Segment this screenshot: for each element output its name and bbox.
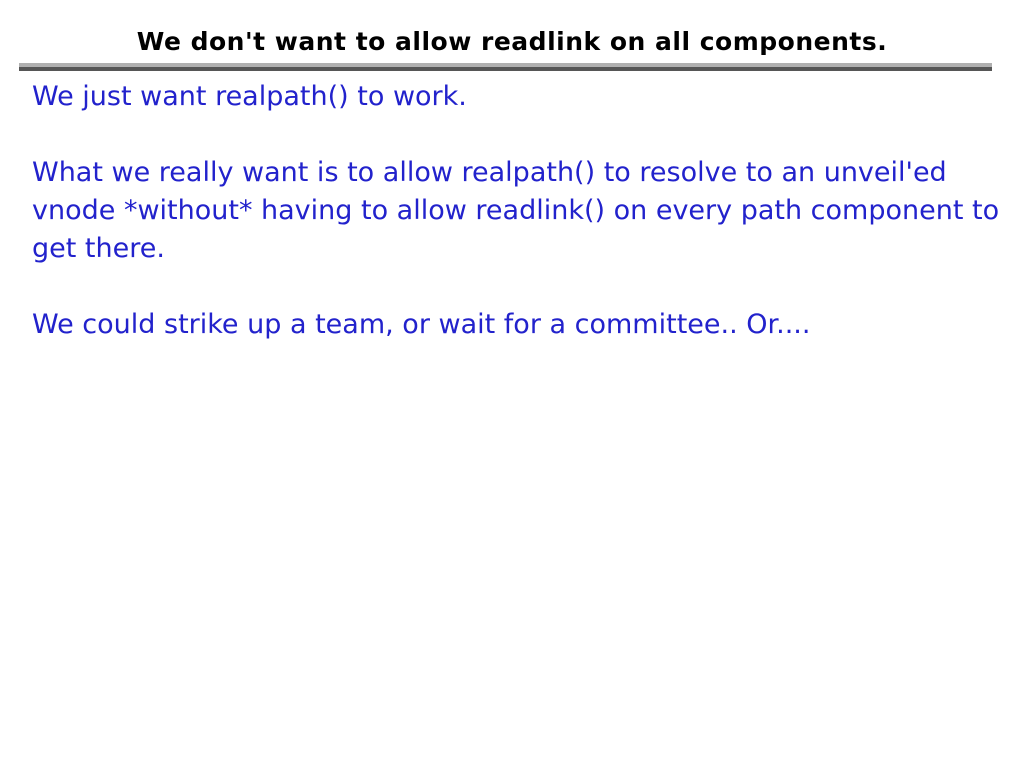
title-divider-rule — [19, 63, 992, 71]
body-line: We just want realpath() to work. — [32, 81, 467, 112]
paragraph-committee — [32, 306, 1004, 344]
paragraph-realpath-work — [32, 78, 1004, 116]
body-line: What we really want is to allow realpath() to resolve to an unveil'ed — [32, 157, 947, 188]
body-line: get there. — [32, 233, 165, 264]
slide-body — [32, 78, 1004, 382]
body-line: We could strike up a team, or wait for a committee.. Or.... — [32, 309, 811, 340]
body-line: vnode *without* having to allow readlink() on every path component to — [32, 195, 1000, 226]
paragraph-what-we-want — [32, 154, 1004, 268]
slide-title: We don't want to allow readlink on all components. — [136, 27, 888, 56]
